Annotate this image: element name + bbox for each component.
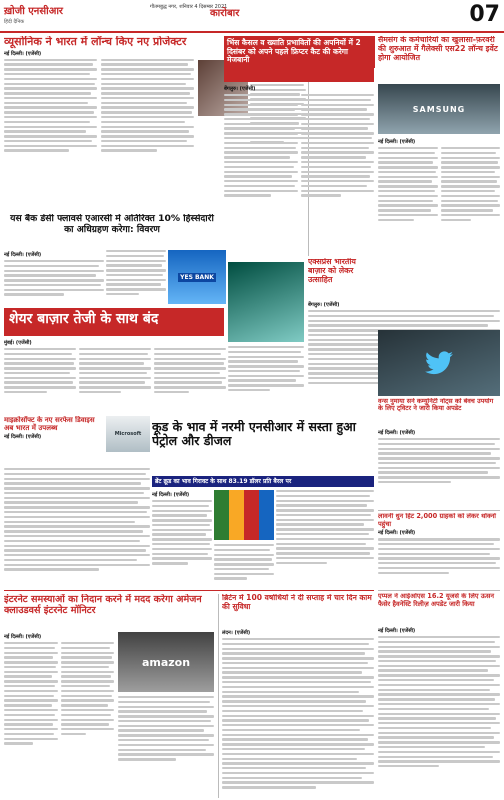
byline-express: बेंगलुरु। (एजेंसी) — [308, 302, 340, 308]
text-block — [4, 642, 58, 747]
text-block — [224, 94, 298, 199]
byline-uk: लंदन। (एजेंसी) — [222, 630, 251, 636]
story-viewsonic — [4, 36, 194, 212]
spacer — [230, 258, 306, 262]
amazon-logo-text: amazon — [141, 655, 191, 669]
byline-sharemarket: मुंबई। (एजेंसी) — [4, 340, 32, 346]
text-block — [222, 638, 374, 789]
byline-amazon: नई दिल्ली। (एजेंसी) — [4, 634, 42, 640]
byline-yesbank: नई दिल्ली। (एजेंसी) — [4, 252, 42, 258]
story8-body — [152, 490, 212, 586]
headline-lava: लावनी धुन हिट 2,000 ग्राहकों को लेकर थोक्नो पहुंचा — [378, 513, 496, 528]
text-block — [61, 642, 115, 747]
story9-header — [378, 398, 500, 426]
headline-uk: ब्रिटेन में 100 वर्षाधियों ने दी सप्ताह में चार दिन काम की सुविधा — [222, 594, 372, 611]
headline-microsoft: माइक्रोसॉफ्ट के नए सरफेस डिवाइस अब भारत में उपलब्ध — [4, 416, 95, 433]
text-block — [154, 348, 226, 396]
text-block — [152, 500, 212, 565]
story12-body — [4, 632, 114, 796]
headline-samsung: सैमसंग के कर्मचारियों का खुलासा-फ़रवरी की शुरुआत में गैलेक्सी एस22 लॉन्च इवेंट होगा आयोजित — [378, 36, 498, 62]
text-block — [378, 538, 500, 574]
column-rule — [218, 594, 219, 798]
story2-body — [224, 84, 374, 256]
amazon-photo — [118, 632, 214, 692]
text-block — [378, 147, 438, 224]
text-block — [4, 348, 76, 396]
headline-sharemarket: शेयर बाज़ार तेजी के साथ बंद — [9, 311, 159, 327]
story3-header — [378, 36, 500, 84]
divider — [4, 590, 374, 591]
headline-apple: एप्पल ने आईओएस 16.2 यूजर्स के लिए ऊसन फैसेर हैवनेस्टि रिलीज़ अपडेट जारी किया — [378, 593, 495, 608]
paper-name: ख़ोजी एनसीआर — [4, 6, 64, 17]
byline-samsung: नई दिल्ली। (एजेंसी) — [378, 139, 416, 145]
story10 — [378, 513, 500, 589]
fuel-nozzle-photo — [214, 490, 274, 540]
stock-market-photo — [228, 262, 304, 342]
story7-header — [4, 416, 104, 466]
subhead-crude: ब्रेंट क्रूड का भाव गिरावट के साथ 83.19 डॉलर प्रति बैरल पर — [155, 478, 292, 485]
samsung-photo — [378, 84, 500, 134]
story8-subhead-bar — [152, 476, 374, 487]
text-block — [378, 636, 500, 767]
story2-header — [224, 36, 374, 82]
twitter-photo — [378, 330, 500, 396]
text-block — [101, 59, 194, 155]
byline-twitter: नई दिल्ली। (एजेंसी) — [378, 430, 416, 436]
text-block — [79, 348, 151, 396]
story13-header — [222, 594, 374, 626]
story13-body — [222, 628, 374, 796]
byline-apple: नई दिल्ली। (एजेंसी) — [378, 628, 416, 634]
yes-bank-photo — [168, 250, 226, 304]
microsoft-logo-text: Microsoft — [114, 431, 142, 437]
story4-header — [4, 214, 220, 248]
section-title: कारोबार — [210, 8, 240, 19]
story11-body — [378, 626, 500, 798]
text-block — [228, 346, 304, 410]
text-block — [276, 490, 374, 588]
byline-microsoft: नई दिल्ली। (एजेंसी) — [4, 434, 42, 441]
story5-banner — [4, 308, 224, 336]
text-block — [106, 250, 166, 306]
headline-crude: कूड के भाव में नरमी एनसीआर में सस्ता हुआ पेट्रोल और डीजल — [152, 420, 356, 449]
date-line: गौतमबुद्ध नगर, शनिवार 4 दिसम्बर 2021 — [150, 4, 228, 10]
headline-yesbank: यस बैंक डेसी फ्लावर्स एआरसी में अतिरिक्त 10% हिस्सेदारी का अधिग्रहण करेगा: विवरण — [10, 214, 214, 235]
story12-header — [4, 594, 214, 628]
text-block — [4, 468, 150, 586]
byline-viewsonic: नई दिल्ली। (एजेंसी) — [4, 50, 42, 57]
headline-twitter: वन्स नुमाया सने कम्युनिटी नोट्स को बेवच उपयोग के लिए ट्विटर ने जारी किया अपडेट — [378, 398, 494, 413]
byline-crude: नई दिल्ली। (एजेंसी) — [152, 492, 190, 498]
story3-body — [378, 137, 500, 257]
text-block — [378, 438, 500, 483]
twitter-bird-icon — [425, 351, 453, 375]
microsoft-photo — [106, 416, 150, 452]
byline-crypto: बेंगलुरु। (एजेंसी) — [224, 86, 256, 92]
text-block — [301, 94, 375, 199]
text-block — [4, 59, 97, 155]
samsung-logo-text: SAMSUNG — [412, 104, 466, 114]
text-block — [118, 696, 214, 796]
headline-express: एक्सप्रेस भारतीय बाज़ार को लेकर उत्साहित — [308, 258, 356, 284]
text-block — [441, 147, 501, 224]
text-block — [4, 260, 104, 296]
divider — [378, 510, 500, 511]
page-number: 07 — [469, 2, 500, 27]
headline-amazon: इंटरनेट समस्याओं का निदान करने में मदद करेगा अमेजन क्लाउडवर्स इंटरनेट मॉनिटर — [4, 594, 202, 617]
story5-body — [4, 338, 226, 412]
masthead — [0, 0, 504, 33]
headline-crypto: भिंस कैसल व ख्याति प्रभावितों की अपनियों में 2 दिसंबर को अपने पहले फ्रिप्टर कैट की करेगा मेजबानी — [227, 38, 361, 65]
byline-lava: नई दिल्ली। (एजेंसी) — [378, 530, 416, 537]
tagline: हिंदी दैनिक — [4, 19, 25, 25]
yes-bank-logo-text: YES BANK — [180, 273, 214, 281]
story4-body — [4, 250, 104, 306]
story9-body — [378, 428, 500, 508]
headline-viewsonic: व्यूसोनिक ने भारत में लॉन्च किए नए प्रोजेक्टर — [4, 36, 187, 48]
story8-header — [152, 420, 374, 474]
text-block — [214, 544, 274, 588]
divider — [378, 590, 500, 591]
